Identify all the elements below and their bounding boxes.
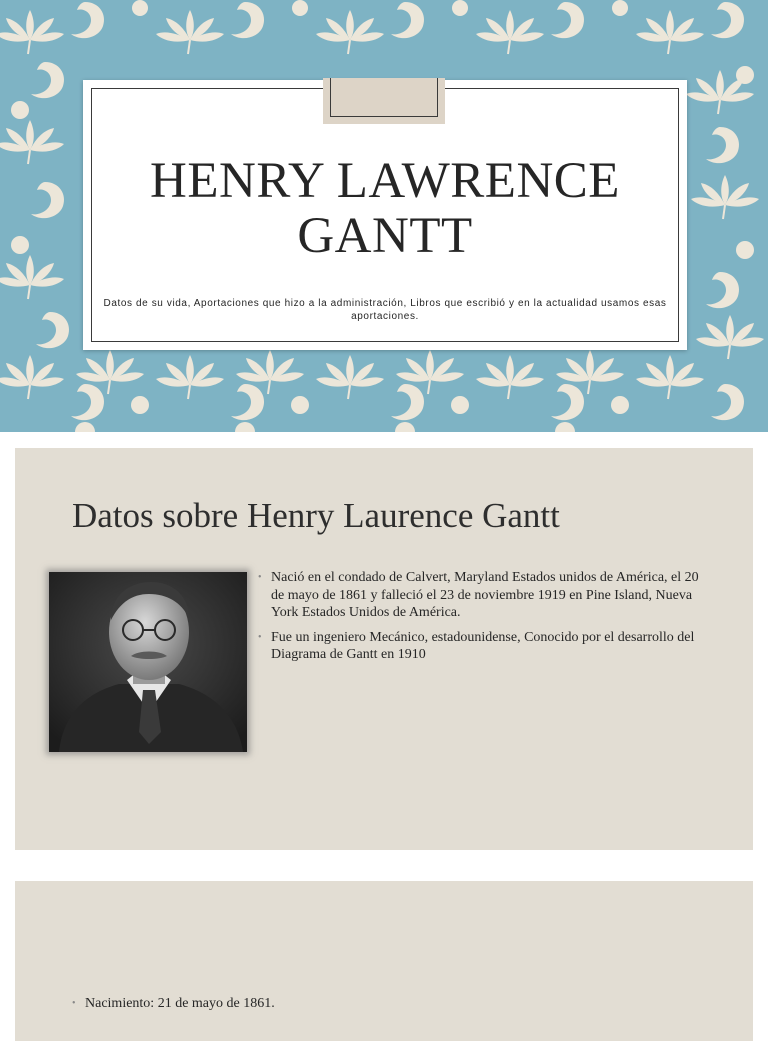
details-bullet-list bbox=[72, 995, 712, 1020]
title-card-tab bbox=[323, 78, 445, 124]
biography-bullet-list bbox=[258, 569, 708, 671]
list-item: • Nacimiento: 21 de mayo de 1861. bbox=[72, 996, 275, 1011]
biography-slide bbox=[15, 448, 753, 850]
slide-heading: Datos sobre Henry Laurence Gantt bbox=[72, 496, 560, 535]
slide-subtitle: Datos de su vida, Aportaciones que hizo a la administración, Libros que escribió y en la actualidad usamos esas aportaciones. bbox=[103, 298, 667, 322]
title-card bbox=[83, 80, 687, 350]
title-slide bbox=[0, 0, 768, 432]
list-item: • Fue un ingeniero Mecánico, estadounidense, Conocido por el desarrollo del Diagrama de Gantt en 1910 bbox=[258, 629, 695, 662]
slide-title-line1: HENRY LAWRENCE bbox=[150, 153, 620, 209]
list-item: • Nació en el condado de Calvert, Maryland Estados unidos de América, el 20 de mayo de 1861 y falleció el 23 de noviembre 1919 en Pine Island, Nueva York Estados Unidos de América. bbox=[258, 570, 699, 620]
details-slide bbox=[15, 881, 753, 1041]
portrait-photo bbox=[49, 572, 247, 752]
portrait-image bbox=[49, 572, 247, 752]
slide-title bbox=[83, 154, 687, 264]
slide-title-line2: GANTT bbox=[297, 208, 473, 264]
